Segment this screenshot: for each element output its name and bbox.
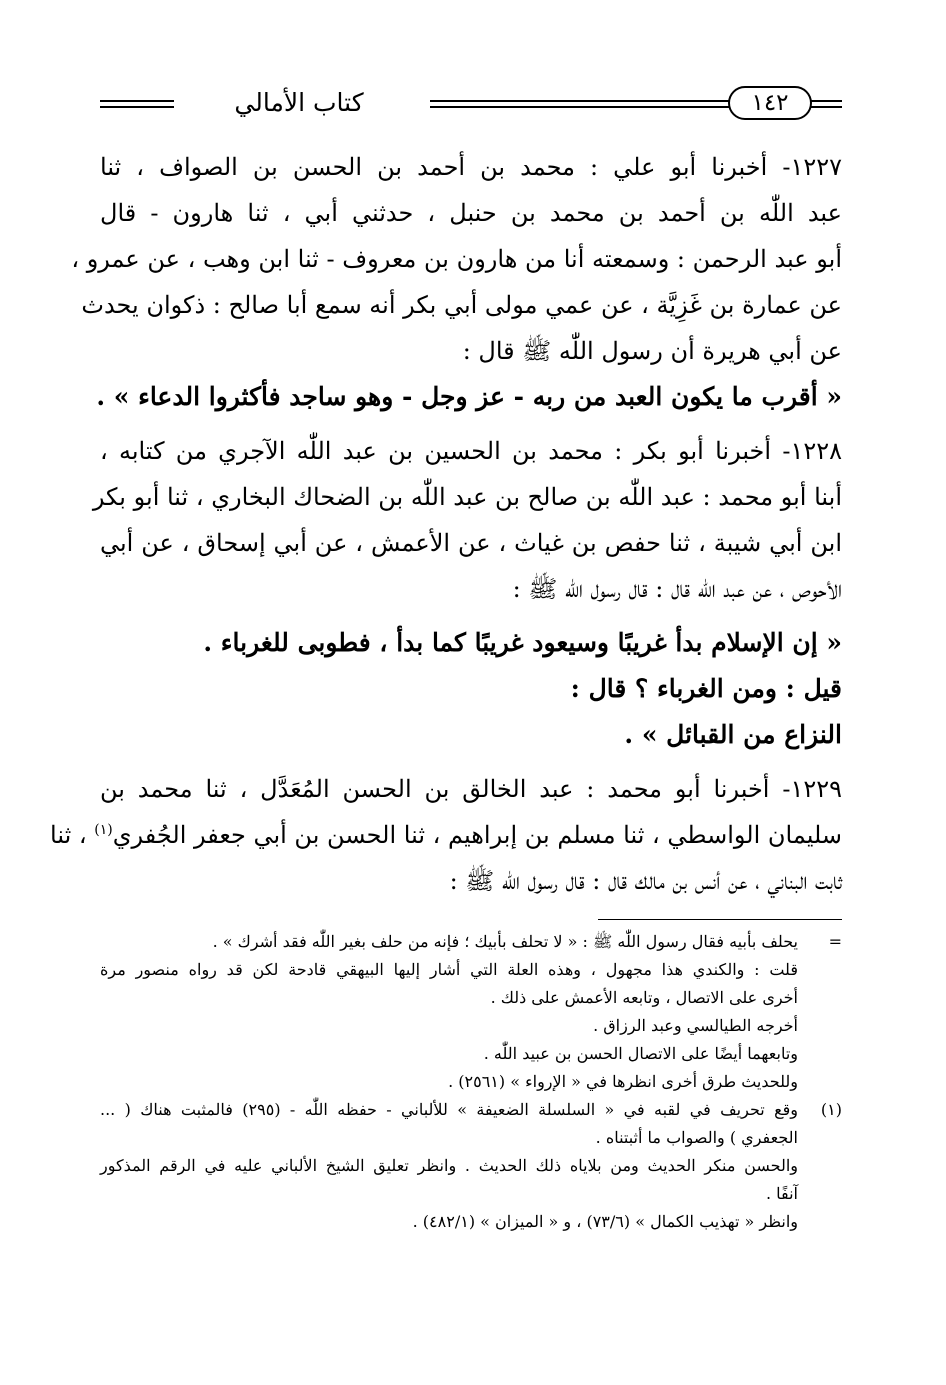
footnote-text: آنفًا . — [765, 1184, 798, 1203]
footnote-marker: (١) — [820, 1100, 842, 1119]
hadith-entry-1228 — [92, 428, 842, 758]
text-line: ١٢٢٨- أخبرنا أبو بكر : محمد بن الحسين بن عبد اللّٰه الآجري من كتابه ، — [100, 437, 842, 465]
running-title: كتاب الأمالي — [234, 88, 364, 117]
footnote-text: وللحديث طرق أخرى انظرها في « الإرواء » (٢٥٦١) . — [448, 1072, 798, 1091]
hadith-entry-1227 — [71, 144, 842, 420]
footnote-line — [100, 1208, 842, 1236]
footnote-line — [100, 928, 842, 956]
footnote-line — [100, 956, 842, 984]
footnote-separator — [598, 919, 842, 920]
text-line: أبو عبد الرحمن : وسمعته أنا من هارون بن معروف - ثنا ابن وهب ، عن عمرو ، — [71, 245, 842, 273]
continuation-mark: = — [828, 932, 842, 951]
text-span: سليمان الواسطي ، ثنا مسلم بن إبراهيم ، ثنا الحسن بن أبي جعفر الجُفري — [112, 821, 842, 849]
footnotes — [100, 928, 842, 1236]
page-number: ١٤٢ — [728, 86, 812, 120]
hadith-text: النزاع من القبائل » . — [624, 720, 842, 749]
footnote-text: وانظر « تهذيب الكمال » (٧٣/٦) ، و « الميزان » (٤٨٢/١) . — [412, 1212, 798, 1231]
text-line: ثابت البناني ، عن أنس بن مالك قال : قال رسول اللّٰه ﷺ : — [449, 867, 842, 895]
footnote-line — [100, 984, 842, 1012]
header-rule — [100, 100, 174, 102]
footnote-line — [100, 1040, 842, 1068]
text-line: الأحوص ، عن عبد اللّٰه قال : قال رسول اللّٰه ﷺ : — [512, 575, 842, 603]
footnote-line — [100, 1124, 842, 1152]
text-line: عبد اللّٰه بن أحمد بن محمد بن حنبل ، حدثني أبي ، ثنا هارون - قال — [100, 199, 842, 227]
footnote-text: أخرى على الاتصال ، وتابعه الأعمش على ذلك . — [490, 988, 798, 1007]
text-line: عن أبي هريرة أن رسول اللّٰه ﷺ قال : — [462, 337, 842, 365]
footnote-line — [100, 1152, 842, 1180]
hadith-text: قيل : ومن الغرباء ؟ قال : — [570, 674, 842, 703]
footnote-line — [100, 1068, 842, 1096]
footnote-line — [100, 1096, 842, 1124]
text-line: ١٢٢٧- أخبرنا أبو علي : محمد بن أحمد بن الحسن بن الصواف ، ثنا — [100, 153, 842, 181]
footnote-text: الجعفري ) والصواب ما أثبتناه . — [595, 1128, 798, 1147]
hadith-entry-1229 — [50, 766, 842, 904]
text-line — [50, 812, 842, 858]
text-span: ، ثنا — [50, 821, 95, 849]
footnote-line — [100, 1012, 842, 1040]
footnote-text: وتابعهما أيضًا على الاتصال الحسن بن عبيد اللّٰه . — [483, 1044, 798, 1063]
hadith-text: « أقرب ما يكون العبد من ربه - عز وجل - وهو ساجد فأكثروا الدعاء » . — [96, 382, 842, 411]
header-rule — [100, 106, 174, 108]
text-line: ١٢٢٩- أخبرنا أبو محمد : عبد الخالق بن الحسن المُعَدَّل ، ثنا محمد بن — [100, 775, 842, 803]
footnote-text: والحسن منكر الحديث ومن بلاياه ذلك الحديث . وانظر تعليق الشيخ الألباني عليه في الرقم المذكور — [100, 1156, 798, 1175]
footnote-text: قلت : والكندي هذا مجهول ، وهذه العلة التي أشار إليها البيهقي قادحة لكن قد رواه منصور مرة — [100, 960, 799, 979]
footnote-text: يحلف بأبيه فقال رسول اللّٰه ﷺ : « لا تحلف بأبيك ؛ فإنه من حلف بغير اللّٰه فقد أشرك » . — [212, 932, 798, 951]
text-line: ابن أبي شيبة ، ثنا حفص بن غياث ، عن الأعمش ، عن أبي إسحاق ، عن أبي — [100, 529, 842, 557]
footnote-text: أخرجه الطيالسي وعبد الرزاق . — [593, 1016, 798, 1035]
text-line: عن عمارة بن غَزِيَّة ، عن عمي مولى أبي بكر أنه سمع أبا صالح : ذكوان يحدث — [81, 291, 842, 319]
hadith-text: « إن الإسلام بدأ غريبًا وسيعود غريبًا كما بدأ ، فطوبى للغرباء . — [203, 628, 842, 657]
page-header — [100, 86, 842, 120]
text-line: أبنا أبو محمد : عبد اللّٰه بن صالح بن عبد اللّٰه بن الضحاك البخاري ، ثنا أبو بكر — [92, 483, 842, 511]
footnote-line — [100, 1180, 842, 1208]
footnote-reference[interactable]: (١) — [94, 822, 113, 838]
footnote-text: وقع تحريف في لقبه في « السلسلة الضعيفة » للألباني - حفظه اللّٰه - (٢٩٥) فالمثبت هناك ( ... — [100, 1100, 798, 1119]
main-text — [50, 144, 842, 904]
